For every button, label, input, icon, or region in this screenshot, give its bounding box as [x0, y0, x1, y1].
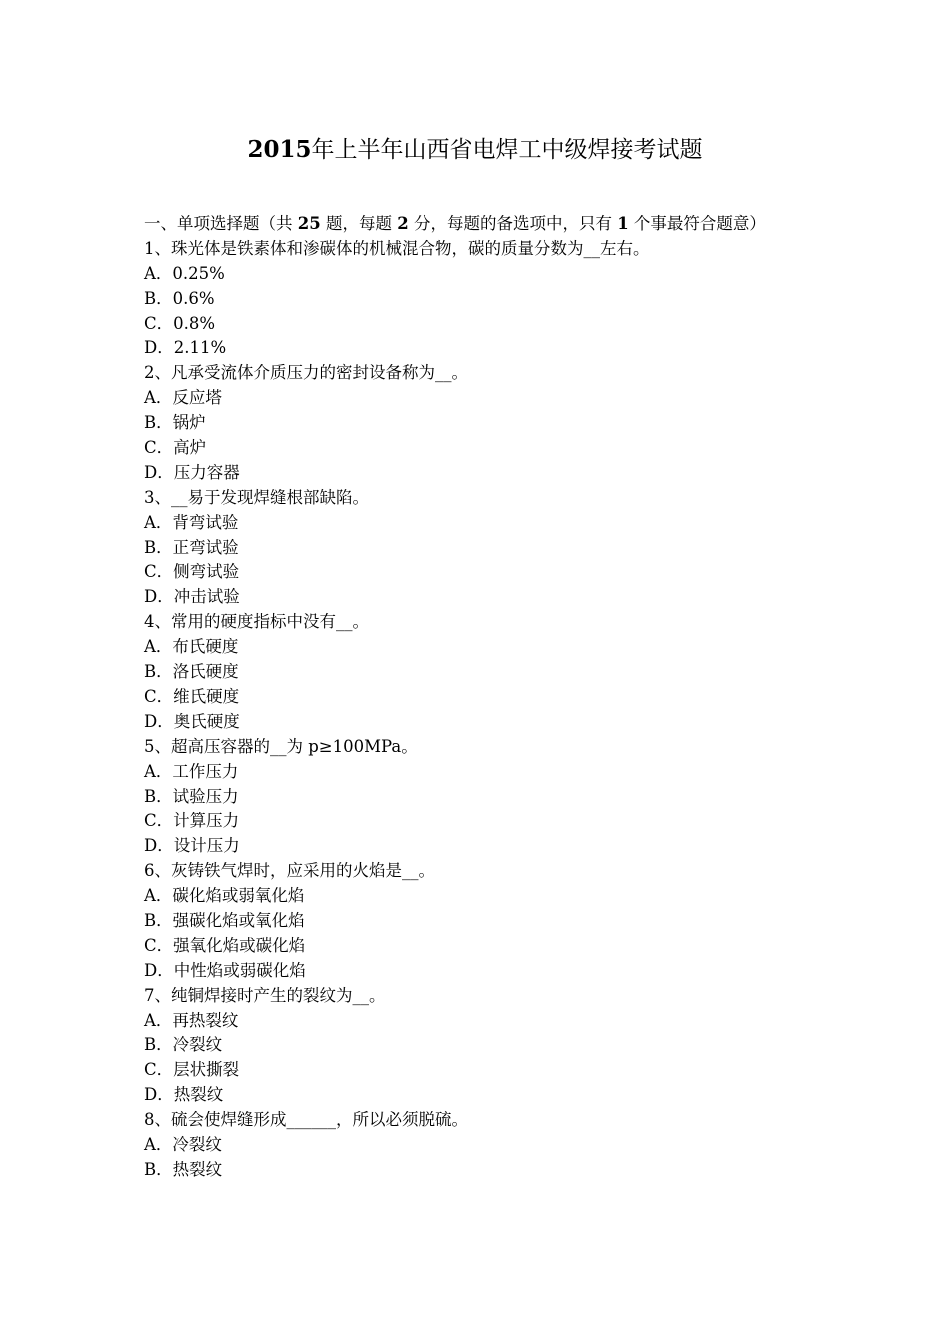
points-per-question: 2: [397, 214, 409, 233]
question-6-option-c: C．强氧化焰或碳化焰: [144, 935, 306, 955]
question-2-option-c: C．高炉: [144, 438, 207, 458]
question-5-option-a: A．工作压力: [144, 761, 239, 781]
question-6-option-b: B．强碳化焰或氧化焰: [144, 910, 305, 930]
question-6: 6、灰铸铁气焊时，应采用的火焰是__。: [144, 861, 435, 881]
question-3-option-b: B．正弯试验: [144, 537, 239, 557]
question-4-option-b: B．洛氏硬度: [144, 662, 239, 682]
question-1-option-a: A．0.25%: [144, 263, 225, 283]
question-7-option-a: A．再热裂纹: [144, 1010, 239, 1030]
section-header-part: 一、单项选择题（共: [144, 214, 298, 233]
question-5: 5、超高压容器的__为 p≥100MPa。: [144, 736, 418, 756]
question-3: 3、__易于发现焊缝根部缺陷。: [144, 487, 369, 507]
question-2: 2、凡承受流体介质压力的密封设备称为__。: [144, 363, 468, 383]
question-1-option-d: D．2.11%: [144, 338, 227, 358]
question-5-option-c: C．计算压力: [144, 811, 240, 831]
question-8: 8、硫会使焊缝形成______，所以必须脱硫。: [144, 1110, 468, 1130]
question-count: 25: [297, 214, 321, 233]
question-2-option-a: A．反应塔: [144, 388, 222, 408]
question-2-option-b: B．锅炉: [144, 413, 206, 433]
question-1-option-c: C．0.8%: [144, 313, 216, 333]
question-6-option-a: A．碳化焰或弱氧化焰: [144, 886, 305, 906]
question-1-option-b: B．0.6%: [144, 288, 215, 308]
question-4-option-c: C．维氏硬度: [144, 686, 240, 706]
question-7-option-b: B．冷裂纹: [144, 1035, 223, 1055]
question-4-option-d: D．奥氏硬度: [144, 711, 240, 731]
question-3-option-c: C．侧弯试验: [144, 562, 240, 582]
question-5-option-d: D．设计压力: [144, 836, 240, 856]
question-3-option-a: A．背弯试验: [144, 512, 239, 532]
section-header: [144, 212, 810, 237]
question-1: 1、珠光体是铁素体和渗碳体的机械混合物，碳的质量分数为__左右。: [144, 238, 650, 258]
section-header-part: 个事最符合题意）: [628, 214, 766, 233]
question-7-option-d: D．热裂纹: [144, 1085, 224, 1105]
question-4: 4、常用的硬度指标中没有__。: [144, 612, 369, 632]
question-list: [144, 237, 810, 1183]
correct-answer-count: 1: [617, 214, 629, 233]
document-title: [0, 132, 950, 168]
title-year: 2015: [247, 136, 312, 163]
section-header-part: 分，每题的备选项中，只有: [408, 214, 618, 233]
section-header-part: 题，每题: [320, 214, 398, 233]
question-4-option-a: A．布氏硬度: [144, 637, 239, 657]
question-2-option-d: D．压力容器: [144, 462, 240, 482]
document-body: [144, 212, 810, 1183]
question-8-option-a: A．冷裂纹: [144, 1134, 222, 1154]
question-3-option-d: D．冲击试验: [144, 587, 240, 607]
title-text: 年上半年山西省电焊工中级焊接考试题: [311, 137, 703, 163]
question-7: 7、纯铜焊接时产生的裂纹为__。: [144, 985, 386, 1005]
question-5-option-b: B．试验压力: [144, 786, 239, 806]
question-8-option-b: B．热裂纹: [144, 1159, 223, 1179]
question-6-option-d: D．中性焰或弱碳化焰: [144, 960, 306, 980]
question-7-option-c: C．层状撕裂: [144, 1060, 240, 1080]
